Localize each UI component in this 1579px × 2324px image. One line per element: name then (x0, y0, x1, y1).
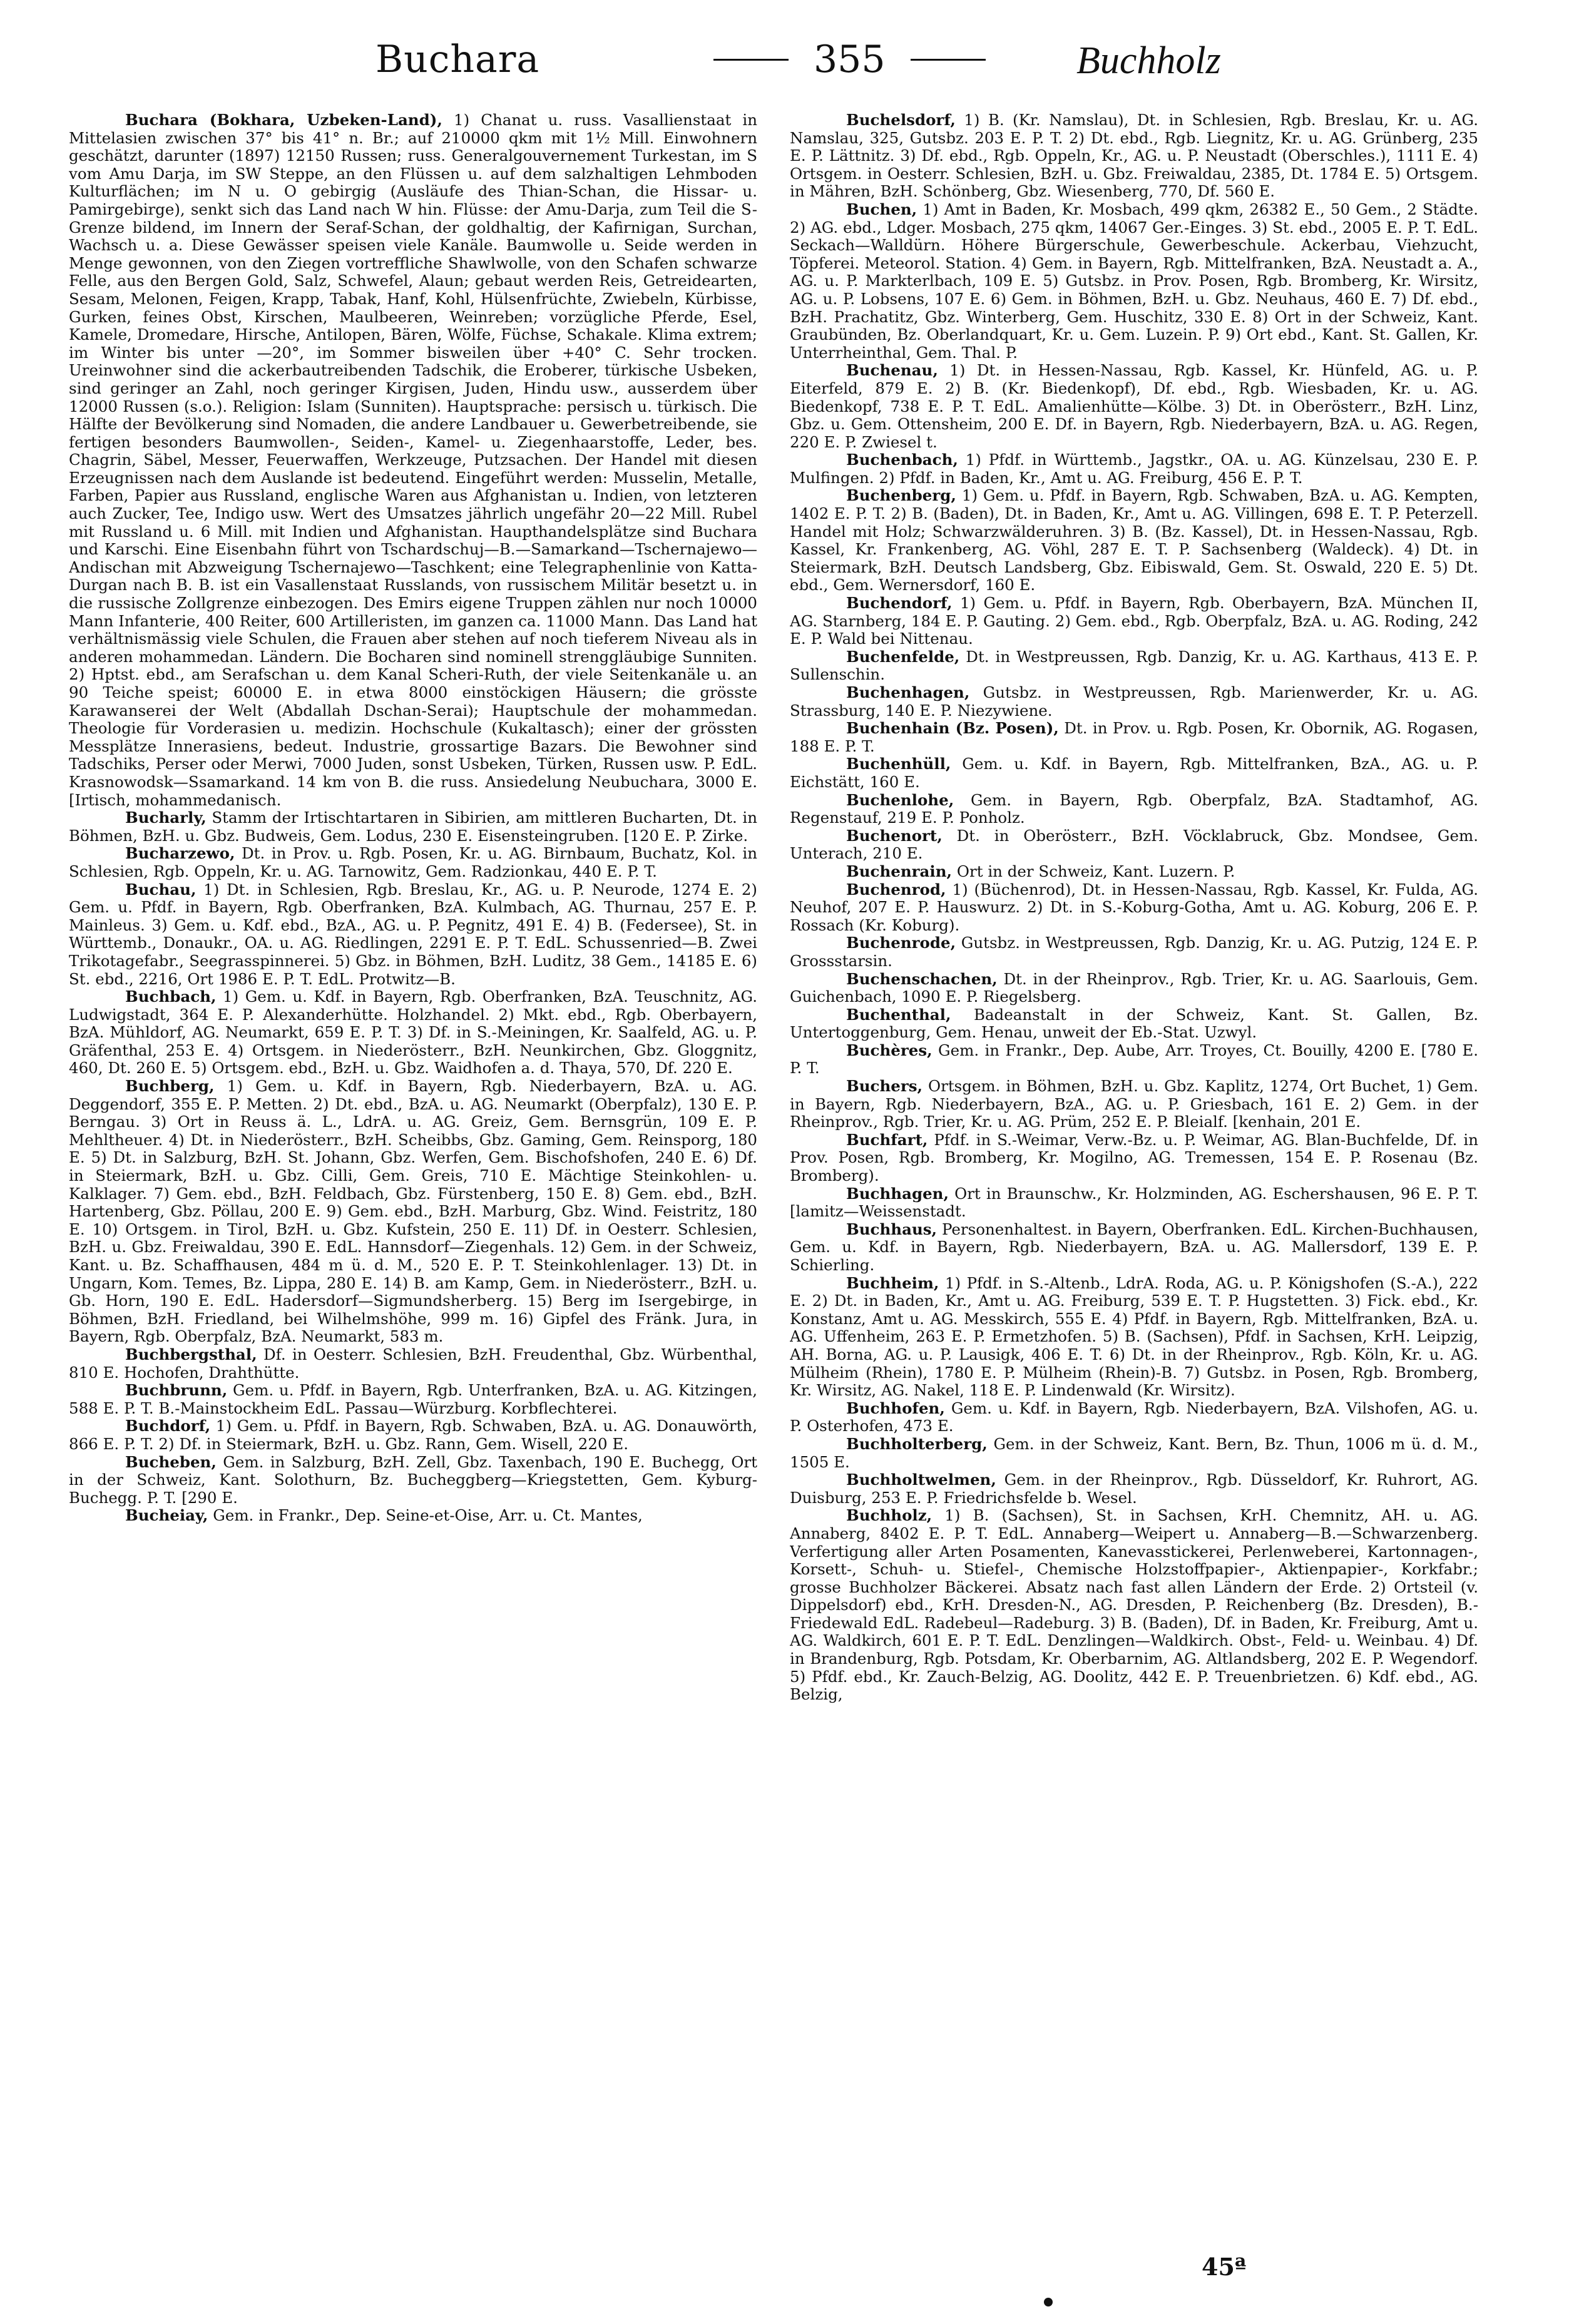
entry-text: Badeanstalt in der Schweiz, Kant. St. Gallen, Bz. Untertoggenburg, Gem. Henau, unweit der Eb.-Stat. Uzwyl. (790, 1005, 1478, 1042)
dictionary-entry (790, 1507, 1478, 1704)
entry-headword: Buchbergsthal, (125, 1345, 257, 1363)
entry-headword: Bucharzewo, (125, 844, 235, 863)
entry-headword: Buchhofen, (846, 1399, 945, 1417)
dictionary-entry (790, 755, 1478, 791)
entry-text: 1) Dt. in Hessen-Nassau, Rgb. Kassel, Kr. Hünfeld, AG. u. P. Eiterfeld, 879 E. 2) B. (Kr. Biedenkopf), Df. ebd., Rgb. Wiesbaden, Kr. u. AG. Biedenkopf, 738 E. P. T. EdL. Amalienhütte—Kölbe. 3) Dt. in Oberösterr., BzH. Linz, Gbz. u. Gem. Ottensheim, 200 E. Df. in Bayern, Rgb. Niederbayern, BzA. u. AG. Regen, 220 E. P. Zwiesel t. (790, 361, 1478, 451)
entry-text: Gem. u. Pfdf. in Bayern, Rgb. Unterfranken, BzA. u. AG. Kitzingen, 588 E. P. T. B.-Mainstockheim EdL. Passau—Würzburg. Korbflechterei. (69, 1381, 757, 1417)
dictionary-entry (790, 111, 1478, 201)
dictionary-entry (790, 1471, 1478, 1507)
entry-text: Ort in der Schweiz, Kant. Luzern. P. (956, 862, 1235, 880)
entry-text: Dt. in Prov. u. Rgb. Posen, Kr. Obornik, AG. Rogasen, 188 E. P. T. (790, 719, 1478, 755)
entry-text: Gem. u. Kdf. in Bayern, Rgb. Niederbayern, BzA. Vilshofen, AG. u. P. Osterhofen, 473 E. (790, 1399, 1478, 1435)
entry-text: Gem. in der Schweiz, Kant. Bern, Bz. Thun, 1006 m ü. d. M., 1505 E. (790, 1434, 1478, 1471)
dictionary-entry (790, 648, 1478, 684)
entry-text: 1) Pfdf. in S.-Altenb., LdrA. Roda, AG. u. P. Königshofen (S.-A.), 222 E. 2) Dt. in Baden, Kr., Amt u. AG. Freiburg, 539 E. T. P. Hugstetten. 3) Fick. ebd., Kr. Konstanz, Amt u. AG. Messkirch, 555 E. 4) Pfdf. in Bayern, Rgb. Mittelfranken, BzA. u. AG. Uffenheim, 263 E. P. Ermetzhofen. 5) B. (Sachsen), Pfdf. in Sachsen, KrH. Leipzig, AH. Borna, AG. u. P. Lausigk, 406 E. T. 6) Dt. in der Rheinprov., Rgb. Köln, Kr. u. AG. Mülheim (Rhein), 1780 E. P. Mülheim (Rhein)-B. 7) Gutsbz. in Posen, Rgb. Bromberg, Kr. Wirsitz, AG. Nakel, 118 E. P. Lindenwald (Kr. Wirsitz). (790, 1273, 1478, 1400)
dictionary-entry (790, 1042, 1478, 1078)
entry-headword: Buchenlohe, (846, 790, 954, 809)
dictionary-entry (69, 881, 757, 989)
header-rule-left (713, 59, 789, 61)
entry-headword: Buchen, (846, 200, 917, 218)
entry-headword: Buchelsdorf, (846, 111, 956, 129)
entry-headword: Buchenort, (846, 826, 943, 845)
dictionary-entry (69, 1078, 757, 1346)
entry-headword: Buchholterberg, (846, 1434, 988, 1453)
entry-headword: Buchenau, (846, 361, 938, 380)
page-number: 355 (814, 38, 886, 81)
dictionary-entry (790, 1275, 1478, 1400)
dictionary-entry (69, 809, 757, 845)
entry-text: 1) (Büchenrod), Dt. in Hessen-Nassau, Rgb. Kassel, Kr. Fulda, AG. Neuhof, 207 E. P. Hauswurz. 2) Dt. in S.-Koburg-Gotha, Amt u. AG. Koburg, 206 E. P. Rossach (Kr. Koburg). (790, 880, 1478, 934)
entry-text: Gem. in Frankr., Dep. Seine-et-Oise, Arr. u. Ct. Mantes, (213, 1506, 643, 1525)
entry-text: 1) Chanat u. russ. Vasallienstaat in Mittelasien zwischen 37° bis 41° n. Br.; auf 210000 qkm mit 1½ Mill. Einwohnern geschätzt, darunter (1897) 12150 Russen; russ. Generalgouvernement Turkestan, im S vom Amu Darja, im SW Steppe, an den Flüssen u. auf dem salzhaltigen Lehmboden Kulturflächen; im N u. O gebirgig (Ausläufe des Thian-Schan, die Hissar- u. Pamirgebirge), senkt sich das Land nach W hin. Flüsse: der Amu-Darja, zum Teil die S-Grenze bildend, im Innern der Seraf-Schan, der goldhaltig, der Kafirnigan, Surchan, Wachsch u. a. Diese Gewässer speisen viele Kanäle. Baumwolle u. Seide werden in Menge gewonnen, von den Ziegen vortreffliche Shawlwolle, von den Schafen schwarze Felle, aus den Bergen Gold, Salz, Schwefel, Alaun; gebaut werden Reis, Getreidearten, Sesam, Melonen, Feigen, Krapp, Tabak, Hanf, Kohl, Hülsenfrüchte, Zwiebeln, Kürbisse, Gurken, feines Obst, Kirschen, Maulbeeren, Weinreben; vorzügliche Pferde, Esel, Kamele, Dromedare, Hirsche, Antilopen, Bären, Wölfe, Füchse, Schakale. Klima extrem; im Winter bis unter —20°, im Sommer bisweilen über +40° C. Sehr trocken. Ureinwohner sind die ackerbautreibenden Tadschik, die Eroberer, türkische Usbeken, sind geringer an Zahl, noch geringer Kirgisen, Juden, Hindu usw., ausserdem über 12000 Russen (s.o.). Religion: Islam (Sunniten). Hauptsprache: persisch u. türkisch. Die Hälfte der Bevölkerung sind Nomaden, die andere Landbauer u. Gewerbetreibende, sie fertigen besonders Baumwollen-, Seiden-, Kamel- u. Ziegenhaarstoffe, Leder, bes. Chagrin, Säbel, Messer, Feuerwaffen, Werkzeuge, Putzsachen. Der Handel mit diesen Erzeugnissen nach dem Auslande ist bedeutend. Eingeführt werden: Musselin, Metalle, Farben, Papier aus Russland, englische Waren aus Afghanistan u. Indien, von letzteren auch Zucker, Tee, Indigo usw. Wert des Umsatzes jährlich ungefähr 20—22 Mill. Rubel mit Russland u. 6 Mill. mit Indien und Afghanistan. Haupthandelsplätze sind Buchara und Karschi. Eine Eisenbahn führt von Tschardschuj—B.—Samarkand—Tschernajewo—Andischan mit Abzweigung Tschernajewo—Taschkent; eine Telegraphenlinie von Katta-Durgan nach B. B. ist ein Vasallenstaat Russlands, von russischem Militär besetzt u. in die russische Zollgrenze einbezogen. Des Emirs eigene Truppen zählen nur noch 10000 Mann Infanterie, 400 Reiter, 600 Artilleristen, im ganzen ca. 11000 Mann. Das Land hat verhältnismässig viele Schulen, die Frauen aber stehen auf noch tieferem Niveau als in anderen mohammedan. Ländern. Die Bocharen sind nominell strenggläubige Sunniten. 2) Hptst. ebd., am Serafschan u. dem Kanal Scheri-Ruth, der viele Seitenkanäle u. an 90 Teiche speist; 60000 E. in etwa 8000 einstöckigen Häusern; die grösste Karawanserei der Welt (Abdallah Dschan-Serai); Hauptschule der mohammedan. Theologie für Vorderasien u. medizin. Hochschule (Kukaltasch); einer der grössten Messplätze Innerasiens, bedeut. Industrie, grossartige Bazars. Die Bewohner sind Tadschiks, Perser oder Merwi, 7000 Juden, sonst Usbeken, Türken, Russen usw. P. EdL. Krasnowodsk—Ssamarkand. 14 km von B. die russ. Ansiedelung Neubuchara, 3000 E. [Irtisch, mohammedanisch. (69, 111, 757, 809)
entry-headword: Buchenbach, (846, 451, 958, 469)
entry-text: 1) B. (Kr. Namslau), Dt. in Schlesien, Rgb. Breslau, Kr. u. AG. Namslau, 325, Gutsbz. 203 E. P. T. 2) Dt. ebd., Rgb. Liegnitz, Kr. u. AG. Grünberg, 235 E. P. Lättnitz. 3) Df. ebd., Rgb. Oppeln, Kr., AG. u. P. Neustadt (Oberschles.), 1111 E. 4) Ortsgem. in Oesterr. Schlesien, BzH. u. Gbz. Freiwaldau, 2385, Dt. 1784 E. 5) Ortsgem. in Mähren, BzH. Schönberg, Gbz. Wiesenberg, 770, Df. 560 E. (790, 111, 1478, 201)
entry-text: 1) Gem. u. Kdf. in Bayern, Rgb. Oberfranken, BzA. Teuschnitz, AG. Ludwigstadt, 364 E. P. Alexanderhütte. Holzhandel. 2) Mkt. ebd., Rgb. Oberbayern, BzA. Mühldorf, AG. Neumarkt, 659 E. P. T. 3) Df. in S.-Meiningen, Kr. Saalfeld, AG. u. P. Gräfenthal, 253 E. 4) Ortsgem. in Niederösterr., BzH. Neunkirchen, Gbz. Gloggnitz, 460, Dt. 260 E. 5) Ortsgem. ebd., BzH. u. Gbz. Waidhofen a. d. Thaya, 570, Df. 220 E. (69, 987, 757, 1078)
entry-text: 1) Gem. u. Pfdf. in Bayern, Rgb. Oberbayern, BzA. München II, AG. Starnberg, 184 E. P. Gauting. 2) Gem. ebd., Rgb. Oberpfalz, BzA. u. AG. Roding, 242 E. P. Wald bei Nittenau. (790, 594, 1478, 648)
entry-text: Dt. in Prov. u. Rgb. Posen, Kr. u. AG. Birnbaum, Buchatz, Kol. in Schlesien, Rgb. Oppeln, Kr. u. AG. Tarnowitz, Gem. Radzionkau, 440 E. P. T. (69, 844, 757, 880)
entry-text: Ort in Braunschw., Kr. Holzminden, AG. Eschershausen, 96 E. P. T. [lamitz—Weissenstadt. (790, 1184, 1478, 1221)
entry-headword: Buchau, (125, 880, 197, 899)
entry-headword: Buchbach, (125, 987, 217, 1006)
entry-text: Gem. in Salzburg, BzH. Zell, Gbz. Taxenbach, 190 E. Buchegg, Ort in der Schweiz, Kant. Solothurn, Bz. Bucheggberg—Kriegstetten, Gem. Kyburg-Buchegg. P. T. [290 E. (69, 1452, 757, 1507)
left-column (69, 111, 757, 2251)
entry-headword: Buchbrunn, (125, 1381, 228, 1400)
dictionary-entry (790, 827, 1478, 863)
entry-headword: Buchhagen, (846, 1184, 949, 1203)
entry-text: 1) Gem. u. Pfdf. in Bayern, Rgb. Schwaben, BzA. u. AG. Donauwörth, 866 E. P. T. 2) Df. in Steiermark, BzH. u. Gbz. Rann, Gem. Wisell, 220 E. (69, 1417, 757, 1453)
entry-text: 1) Dt. in Schlesien, Rgb. Breslau, Kr., AG. u. P. Neurode, 1274 E. 2) Gem. u. Pfdf. in Bayern, Rgb. Oberfranken, BzA. Kulmbach, AG. Thurnau, 257 E. P. Mainleus. 3) Gem. u. Kdf. ebd., BzA., AG. u. P. Pegnitz, 491 E. 4) B. (Federsee), St. in Württemb., Donaukr., OA. u. AG. Riedlingen, 2291 E. P. T. EdL. Schussenried—B. Zwei Trikotagefabr., Seegrasspinnerei. 5) Gbz. in Böhmen, BzH. Luditz, 38 Gem., 14185 E. 6) St. ebd., 2216, Ort 1986 E. P. T. EdL. Protwitz—B. (69, 880, 757, 988)
sheet-signature-mark: 45ª (1202, 2253, 1247, 2281)
dictionary-entry (790, 594, 1478, 648)
entry-headword: Buchendorf, (846, 594, 953, 613)
dictionary-entry (790, 1131, 1478, 1185)
dictionary-entry (69, 845, 757, 880)
entry-text: Gem. in der Rheinprov., Rgb. Düsseldorf, Kr. Ruhrort, AG. Duisburg, 253 E. P. Friedrichsfelde b. Wesel. (790, 1470, 1478, 1507)
dictionary-entry (790, 1006, 1478, 1042)
dictionary-entry (790, 1400, 1478, 1435)
header-rule-right (911, 59, 986, 61)
dictionary-entry (69, 1417, 757, 1453)
entry-text: Gem. in Frankr., Dep. Aube, Arr. Troyes, Ct. Bouilly, 4200 E. [780 E. P. T. (790, 1041, 1478, 1078)
running-head-left: Buchara (376, 38, 540, 81)
entry-headword: Buchara (Bokhara, Uzbeken-Land), (125, 111, 442, 129)
entry-headword: Buchenfelde, (846, 647, 960, 666)
dictionary-entry (790, 792, 1478, 827)
entry-text: Personenhaltest. in Bayern, Oberfranken. EdL. Kirchen-Buchhausen, Gem. u. Kdf. in Bayern, Rgb. Niederbayern, BzA. u. AG. Mallersdorf, 139 E. P. Schierling. (790, 1220, 1478, 1274)
footer-dot (1044, 2298, 1053, 2306)
entry-text: Gutsbz. in Westpreussen, Rgb. Marienwerder, Kr. u. AG. Strassburg, 140 E. P. Niezywiene. (790, 683, 1478, 720)
dictionary-entry (790, 362, 1478, 451)
entry-headword: Bucharly, (125, 808, 207, 827)
entry-headword: Buchheim, (846, 1273, 939, 1292)
dictionary-entry (790, 1078, 1478, 1131)
dictionary-entry (790, 934, 1478, 970)
entry-headword: Buchenthal, (846, 1005, 951, 1024)
entry-text: Pfdf. in S.-Weimar, Verw.-Bz. u. P. Weimar, AG. Blan-Buchfelde, Df. in Prov. Posen, Rgb. Bromberg, Kr. Mogilno, AG. Tremessen, 154 E. P. Rosenau (Bz. Bromberg). (790, 1130, 1478, 1185)
entry-headword: Buchers, (846, 1077, 923, 1096)
entry-text: 1) Gem. u. Pfdf. in Bayern, Rgb. Schwaben, BzA. u. AG. Kempten, 1402 E. P. T. 2) B. (Baden), Dt. in Baden, Kr., Amt u. AG. Villingen, 698 E. T. P. Peterzell. Handel mit Holz; Schwarzwälderuhren. 3) B. (Bz. Kassel), Dt. in Hessen-Nassau, Rgb. Kassel, Kr. Frankenberg, AG. Vöhl, 287 E. T. P. Sachsenberg (Waldeck). 4) Dt. in Steiermark, BzH. Deutsch Landsberg, Gbz. Eibiswald, Gem. St. Oswald, 220 E. 5) Dt. ebd., Gem. Wernersdorf, 160 E. (790, 486, 1478, 594)
entry-text: Dt. in der Rheinprov., Rgb. Trier, Kr. u. AG. Saarlouis, Gem. Guichenbach, 1090 E. P. Riegelsberg. (790, 969, 1478, 1006)
entry-text: Df. in Oesterr. Schlesien, BzH. Freudenthal, Gbz. Würbenthal, 810 E. Hochofen, Drahthütte. (69, 1345, 757, 1382)
entry-headword: Bucheben, (125, 1452, 217, 1471)
entry-headword: Buchenhagen, (846, 683, 970, 701)
dictionary-entry (790, 881, 1478, 935)
dictionary-entry (69, 111, 757, 809)
dictionary-entry (790, 1221, 1478, 1275)
entry-text: 1) Gem. u. Kdf. in Bayern, Rgb. Niederbayern, BzA. u. AG. Deggendorf, 355 E. P. Metten. 2) Dt. ebd., BzA. u. AG. Neumarkt (Oberpfalz), 130 E. P. Berngau. 3) Ort in Reuss ä. L., LdrA. u. AG. Greiz, Gem. Bernsgrün, 109 E. P. Mehltheuer. 4) Dt. in Niederösterr., BzH. Scheibbs, Gbz. Gaming, Gem. Reinsporg, 180 E. 5) Dt. in Salzburg, BzH. St. Johann, Gbz. Werfen, Gem. Bischofshofen, 240 E. 6) Df. in Steiermark, BzH. u. Gbz. Cilli, Gem. Greis, 710 E. Mächtige Steinkohlen- u. Kalklager. 7) Gem. ebd., BzH. Feldbach, Gbz. Fürstenberg, 150 E. 8) Gem. ebd., BzH. Hartenberg, Gbz. Pöllau, 200 E. 9) Gem. ebd., BzH. Marburg, Gbz. Wind. Feistritz, 180 E. 10) Ortsgem. in Tirol, BzH. u. Gbz. Kufstein, 250 E. 11) Df. in Oesterr. Schlesien, BzH. u. Gbz. Freiwaldau, 390 E. EdL. Hannsdorf—Ziegenhals. 12) Gem. in der Schweiz, Kant. u. Bz. Schaffhausen, 484 m ü. d. M., 520 E. P. T. Steinkohlenlager. 13) Dt. in Ungarn, Kom. Temes, Bz. Lippa, 280 E. 14) B. am Kamp, Gem. in Niederösterr., BzH. u. Gb. Horn, 190 E. EdL. Hadersdorf—Sigmundsherberg. 15) Berg im Isergebirge, in Böhmen, BzH. Friedland, bei Wilhelmshöhe, 999 m. 16) Gipfel des Fränk. Jura, in Bayern, Rgb. Oberpfalz, BzA. Neumarkt, 583 m. (69, 1077, 757, 1346)
entry-headword: Buchenberg, (846, 486, 956, 505)
dictionary-entry (790, 1435, 1478, 1471)
dictionary-entry (790, 487, 1478, 594)
dictionary-entry (790, 863, 1478, 881)
entry-headword: Bucheiay, (125, 1506, 208, 1525)
dictionary-entry (69, 988, 757, 1078)
dictionary-entry (69, 1382, 757, 1417)
page-number-group (688, 38, 1011, 81)
entry-text: 1) Amt in Baden, Kr. Mosbach, 499 qkm, 26382 E., 50 Gem., 2 Städte. 2) AG. ebd., Ldger. Mosbach, 275 qkm, 14067 Ger.-Einges. 3) St. ebd., 2005 E. P. T. EdL. Seckach—Walldürn. Höhere Bürgerschule, Gewerbeschule. Ackerbau, Viehzucht, Töpferei. Meteorol. Station. 4) Gem. in Bayern, Rgb. Mittelfranken, BzA. Neustadt a. A., AG. u. P. Markterlbach, 109 E. 5) Gutsbz. in Prov. Posen, Rgb. Bromberg, Kr. Wirsitz, AG. u. P. Lobsens, 107 E. 6) Gem. in Böhmen, BzH. u. Gbz. Neuhaus, 460 E. 7) Df. ebd., BzH. Prachatitz, Gbz. Winterberg, Gem. Huschitz, 330 E. 8) Ort in der Schweiz, Kant. Graubünden, Bz. Oberlandquart, Kr. u. Gem. Luzein. P. 9) Ort ebd., Kant. St. Gallen, Kr. Unterrheinthal, Gem. Thal. P. (790, 200, 1478, 362)
entry-headword: Buchdorf, (125, 1417, 211, 1435)
entry-text: Dt. in Oberösterr., BzH. Vöcklabruck, Gbz. Mondsee, Gem. Unterach, 210 E. (790, 826, 1478, 863)
entry-text: 1) B. (Sachsen), St. in Sachsen, KrH. Chemnitz, AH. u. AG. Annaberg, 8402 E. P. T. EdL. Annaberg—Weipert u. Annaberg—B.—Schwarzenberg. Verfertigung aller Arten Posamenten, Kanevasstickerei, Perlenweberei, Kartonnagen-, Korsett-, Schuh- u. Stiefel-, Chemische Holzstoffpapier-, Aktienpapier-, Korkfabr.; grosse Buchholzer Bäckerei. Absatz nach fast allen Ländern der Erde. 2) Ortsteil (v. Dippelsdorf) ebd., KrH. Dresden-N., AG. Dresden, P. Reichenberg (Bz. Dresden), B.-Friedewald EdL. Radebeul—Radeburg. 3) B. (Baden), Df. in Baden, Kr. Freiburg, Amt u. AG. Waldkirch, 601 E. P. T. EdL. Denzlingen—Waldkirch. Obst-, Feld- u. Weinbau. 4) Df. in Brandenburg, Rgb. Potsdam, Kr. Oberbarnim, AG. Altlandsberg, 202 E. P. Wegendorf. 5) Pfdf. ebd., Kr. Zauch-Belzig, AG. Doolitz, 442 E. P. Treuenbrietzen. 6) Kdf. ebd., AG. Belzig, (790, 1506, 1478, 1704)
dictionary-entry (790, 720, 1478, 755)
entry-headword: Buchfart, (846, 1130, 928, 1149)
entry-headword: Buchenschachen, (846, 969, 998, 988)
dictionary-entry (790, 684, 1478, 720)
dictionary-entry (790, 201, 1478, 362)
entry-text: Ortsgem. in Böhmen, BzH. u. Gbz. Kaplitz, 1274, Ort Buchet, 1) Gem. in Bayern, Rgb. Niederbayern, BzA., AG. u. P. Griesbach, 161 E. 2) Gem. in der Rheinprov., Rgb. Trier, Kr. u. AG. Prüm, 252 E. P. Bleialf. [kenhain, 201 E. (790, 1077, 1478, 1131)
dictionary-entry (69, 1346, 757, 1382)
dictionary-entry (790, 451, 1478, 487)
dictionary-entry (790, 1185, 1478, 1221)
dictionary-entry (69, 1454, 757, 1507)
entry-text: Gem. in Bayern, Rgb. Oberpfalz, BzA. Stadtamhof, AG. Regenstauf, 219 E. P. Ponholz. (790, 790, 1478, 827)
entry-headword: Buchenrain, (846, 862, 953, 880)
entry-text: Dt. in Westpreussen, Rgb. Danzig, Kr. u. AG. Karthaus, 413 E. P. Sullenschin. (790, 647, 1478, 684)
entry-headword: Buchholtwelmen, (846, 1470, 996, 1489)
dictionary-entry (790, 971, 1478, 1006)
entry-headword: Buchenhüll, (846, 755, 951, 773)
entry-text: Gutsbz. in Westpreussen, Rgb. Danzig, Kr. u. AG. Putzig, 124 E. P. Grossstarsin. (790, 934, 1478, 970)
entry-headword: Buchholz, (846, 1506, 933, 1525)
entry-text: Stamm der Irtischtartaren in Sibirien, am mittleren Bucharten, Dt. in Böhmen, BzH. u. Gbz. Budweis, Gem. Lodus, 230 E. Eisensteingruben. [120 E. P. Zirke. (69, 808, 757, 845)
running-head-right: Buchholz (1076, 39, 1221, 82)
dictionary-entry (69, 1507, 757, 1525)
entry-headword: Buchenhain (Bz. Posen), (846, 719, 1059, 738)
entry-headword: Buchères, (846, 1041, 933, 1059)
entry-headword: Buchhaus, (846, 1220, 938, 1238)
entry-text: Gem. u. Kdf. in Bayern, Rgb. Mittelfranken, BzA., AG. u. P. Eichstätt, 160 E. (790, 755, 1478, 791)
right-column (790, 111, 1478, 2251)
entry-headword: Buchenrod, (846, 880, 946, 899)
entry-headword: Buchberg, (125, 1077, 215, 1096)
entry-text: 1) Pfdf. in Württemb., Jagstkr., OA. u. AG. Künzelsau, 230 E. P. Mulfingen. 2) Pfdf. in Baden, Kr., Amt u. AG. Freiburg, 456 E. P. T. (790, 451, 1478, 487)
entry-headword: Buchenrode, (846, 934, 956, 952)
